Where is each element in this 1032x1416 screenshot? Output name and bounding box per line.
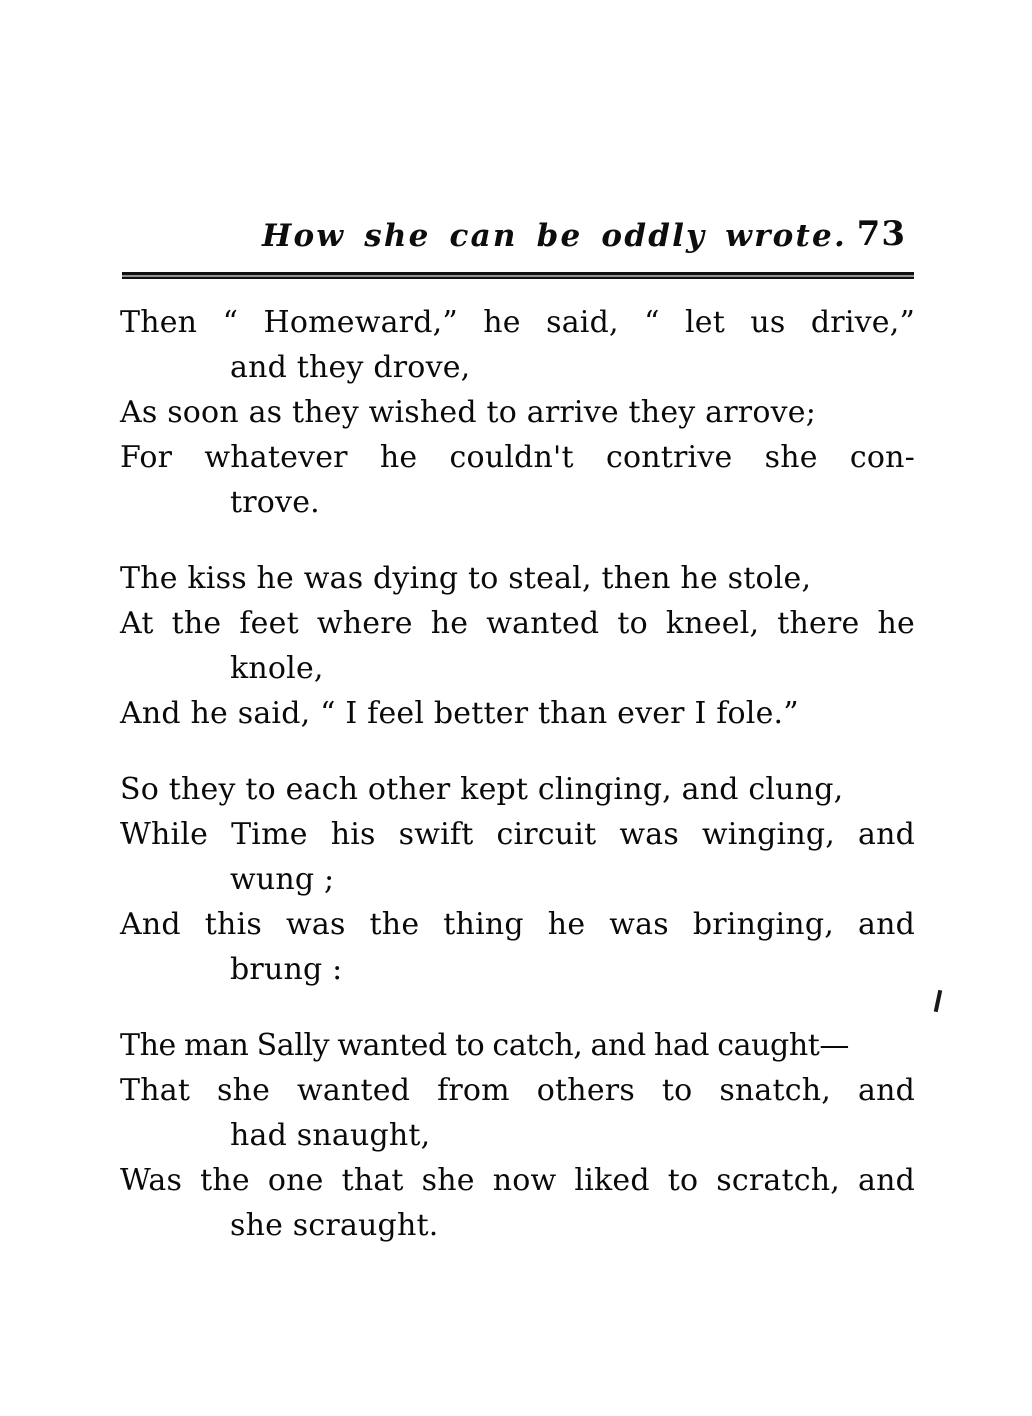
verse-line: brung : xyxy=(230,952,343,987)
verse-line: wung ; xyxy=(230,862,335,897)
verse-line: And this was the thing he was bringing, and xyxy=(120,907,915,942)
verse-line: While Time his swift circuit was winging, and xyxy=(120,817,915,852)
verse-line: and they drove, xyxy=(230,350,471,385)
verse-line: For whatever he couldn't contrive she con- xyxy=(120,440,915,475)
poem-body xyxy=(120,300,920,1279)
verse-line: And he said, “ I feel better than ever I fole.” xyxy=(120,696,799,731)
stanza xyxy=(120,300,920,525)
verse-line: Then “ Homeward,” he said, “ let us drive,” xyxy=(120,305,915,340)
stanza xyxy=(120,1023,920,1248)
ink-speck xyxy=(934,990,942,1012)
running-head xyxy=(122,196,912,254)
stanza xyxy=(120,767,920,992)
stanza xyxy=(120,556,920,736)
header-rule xyxy=(122,272,914,279)
verse-line: At the feet where he wanted to kneel, there he xyxy=(120,606,915,641)
page-number: 73 xyxy=(856,214,906,254)
verse-line: The kiss he was dying to steal, then he stole, xyxy=(120,561,812,596)
verse-line: So they to each other kept clinging, and clung, xyxy=(120,772,844,807)
running-title: How she can be oddly wrote. xyxy=(262,218,847,254)
verse-line: had snaught, xyxy=(230,1118,431,1153)
verse-line: she scraught. xyxy=(230,1208,439,1243)
verse-line: knole, xyxy=(230,651,324,686)
verse-line: Was the one that she now liked to scratch, and xyxy=(120,1163,915,1198)
verse-line: trove. xyxy=(230,485,320,520)
verse-line: That she wanted from others to snatch, and xyxy=(120,1073,915,1108)
verse-line: As soon as they wished to arrive they arrove; xyxy=(120,395,816,430)
verse-line: The man Sally wanted to catch, and had caught— xyxy=(120,1028,850,1063)
